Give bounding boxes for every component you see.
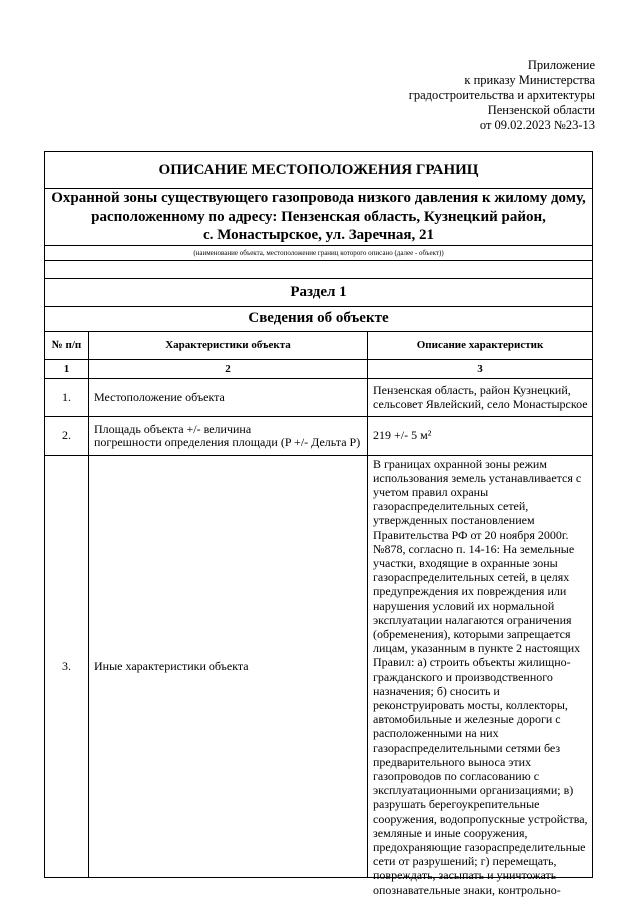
row-description: В границах охранной зоны режим использования земель устанавливается с учетом правил охраны газораспределительных сетей, утвержденных постановлением Правительства РФ от 20 ноября 2000г. №878, согласно п. 14-16: На земельные участки, входящие в охранные зоны газораспределительных сетей, в целях предупреждения их повреждения или нарушения условий их нормальной эксплуатации налагаются ограничения (обременения), которыми запрещается лицам, указанным в пункте 2 настоящих Правил: а) строить объекты жилищно-гражданского и производственного назначения; б) сносить и реконструировать мосты, коллекторы, автомобильные и железные дороги с расположенными на них газораспределительными сетями без предварительного выноса этих газопроводов по согласованию с эксплуатационными организациями; в) разрушать берегоукрепительные сооружения, водопропускные устройства, земляные и иные сооружения, предохраняющие газораспределительные сети от разрушений; г) перемещать, повреждать, засыпать и уничтожать опознавательные знаки, контрольно- [373,456,588,897]
row-number: 1. [45,378,89,416]
row-characteristic-line: погрешности определения площади (P +/- Дельта P) [94,434,361,449]
row-characteristic: Иные характеристики объекта [89,455,368,877]
header-characteristic: Характеристики объекта [89,331,368,359]
column-index: 1 [45,359,89,378]
column-index: 2 [89,359,368,378]
header-number: № п/п [45,331,89,359]
object-name [45,189,593,246]
section-title: Сведения об объекте [45,306,593,331]
row-number: 3. [45,455,89,877]
object-name-line: с. Монастырское, ул. Заречная, 21 [203,227,434,243]
object-name-note: (наименование объекта, местоположение границ которого описано (далее - объект)) [45,245,593,260]
appendix-header [409,58,595,133]
table-header-row [45,331,593,359]
appendix-line: к приказу Министерства [464,73,595,87]
row-description-cell [368,455,593,897]
row-characteristic: Местоположение объекта [89,378,368,416]
row-number: 2. [45,416,89,455]
appendix-line: Приложение [527,58,595,72]
spacer-row [45,260,593,278]
header-description: Описание характеристик [368,331,593,359]
boundary-description-table [44,151,593,897]
appendix-line: от 09.02.2023 №23-13 [479,118,595,132]
appendix-line: Пензенской области [487,103,595,117]
row-description: Пензенская область, район Кузнецкий, сельсовет Явлейский, село Монастырское [368,378,593,416]
table-row [45,416,593,455]
section-label: Раздел 1 [45,278,593,306]
object-name-line: расположенному по адресу: Пензенская область, Кузнецкий район, [91,208,546,225]
row-description: 219 +/- 5 м² [368,416,593,455]
column-index: 3 [368,359,593,378]
appendix-line: градостроительства и архитектуры [408,88,595,102]
row-characteristic [89,416,368,455]
table-row [45,455,593,877]
row-characteristic-line: Площадь объекта +/- величина [94,421,252,436]
table-row [45,378,593,416]
document-title: ОПИСАНИЕ МЕСТОПОЛОЖЕНИЯ ГРАНИЦ [45,152,593,189]
column-index-row [45,359,593,378]
object-name-line: Охранной зоны существующего газопровода низкого давления к жилому дому, [51,190,586,206]
